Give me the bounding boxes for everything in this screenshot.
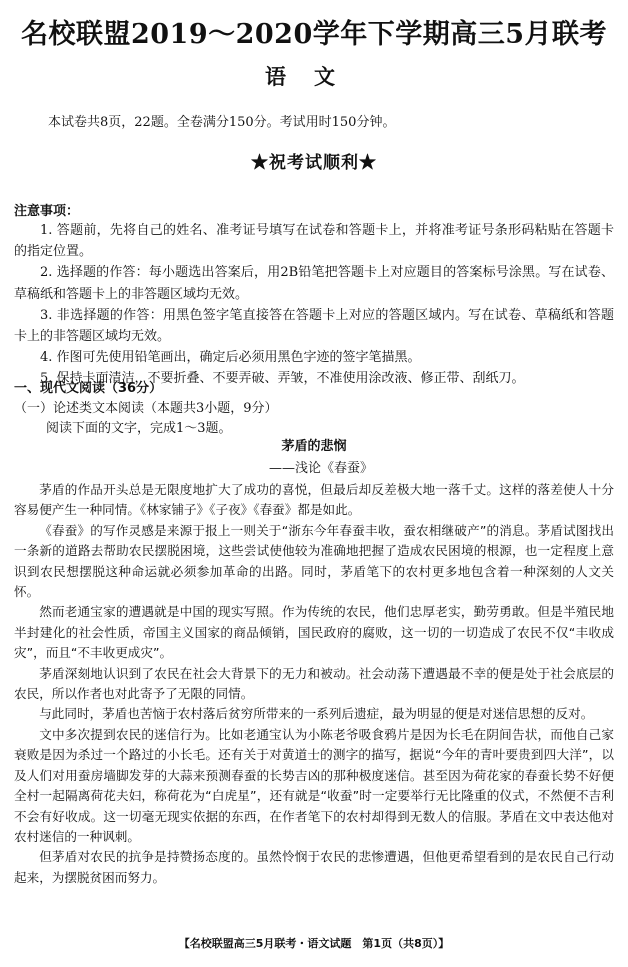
article-title: 茅盾的悲悯: [281, 439, 347, 454]
reading-instruction: 阅读下面的文字，完成1～3题。: [46, 421, 232, 436]
article-paragraph: 《春蚕》的写作灵感是来源于报上一则关于“浙东今年春蚕丰收，蚕农相继破产”的消息。茅盾试图找出一条新的道路去帮助农民摆脱困境，这些尝试使他较为准确地把握了造成农民困境的根源，也一定程度上意识到农民想摆脱这种命运就必须参加革命的出路。同时，茅盾笔下的农村更多地包含着一种深刻的人文关怀。: [14, 522, 614, 600]
notice-item: 2. 选择题的作答：每小题选出答案后，用2B铅笔把答题卡上对应题目的答案标号涂黑。写在试卷、草稿纸和答题卡上的非答题区域均无效。: [14, 265, 614, 302]
article-paragraph: 茅盾的作品开头总是无限度地扩大了成功的喜悦，但最后却反差极大地一落千丈。这样的落差使人十分容易便产生一种同情。《林家铺子》《子夜》《春蚕》都是如此。: [14, 482, 614, 518]
article-paragraph: 然而老通宝家的遭遇就是中国的现实写照。作为传统的农民，他们忠厚老实，勤劳勇敢。但是半殖民地半封建化的社会性质，帝国主义国家的商品倾销，国民政府的腐败，这一切的一切造成了农民不仅“丰收成灾”，而且“不丰收更成灾”。: [14, 604, 614, 661]
article-paragraph: 茅盾深刻地认识到了农民在社会大背景下的无力和被动。社会动荡下遭遇最不幸的便是处于社会底层的农民，所以作者也对此寄予了无限的同情。: [14, 665, 614, 702]
article-paragraph: 与此同时，茅盾也苦恼于农村落后贫穷所带来的一系列后遗症，最为明显的便是对迷信思想的反对。: [39, 706, 594, 722]
section-heading: 一、现代文阅读（36分）: [14, 381, 163, 396]
article-paragraph: 但茅盾对农民的抗争是持赞扬态度的。虽然怜悯于农民的悲惨遭遇，但他更希望看到的是农民自己行动起来，为摆脱贫困而努力。: [14, 849, 614, 885]
subject-title: 语文: [265, 64, 363, 89]
notice-item: 5. 保持卡面清洁，不要折叠、不要弄破、弄皱，不准使用涂改液、修正带、刮纸刀。: [40, 371, 525, 387]
notice-item: 3. 非选择题的作答：用黑色签字笔直接答在答题卡上对应的答题区域内。写在试卷、草稿纸和答题卡上的非答题区域均无效。: [14, 307, 614, 345]
article-paragraph: 文中多次提到农民的迷信行为。比如老通宝认为小陈老爷吸食鸦片是因为长毛在阴间告状，而他自己家衰败是因为杀过一个路过的小长毛。还有关于对黄道士的测字的描写，据说“今年的青叶要贵到四大洋”，以及人们对用蚕房墙脚发芽的大蒜来预测春蚕的长势吉凶的那种极度迷信。甚至因为荷花家的春蚕长势不好便全村一起隔离荷花夫妇，称荷花为“白虎星”，还有就是“收蚕”时一定要举行无比隆重的仪式，不然便不吉利不会有好收成。这一切毫无现实依据的东西，在作者笔下的农村却得到无数人的信服。茅盾在文中表达他对农村迷信的一种讽刺。: [14, 726, 614, 844]
article-subtitle: ——浅论《春蚕》: [268, 461, 373, 476]
subsection-heading: （一）论述类文本阅读（本题共3小题，9分）: [14, 401, 278, 416]
notice-list: [14, 220, 614, 390]
page-footer: 【名校联盟高三5月联考・语文试题 第1页（共8页）】: [178, 937, 450, 950]
notice-item: 4. 作图可先使用铅笔画出，确定后必须用黑色字迹的签字笔描黑。: [40, 350, 421, 366]
notice-item: 1. 答题前，先将自己的姓名、准考证号填写在试卷和答题卡上，并将准考证号条形码粘贴在答题卡的指定位置。: [14, 223, 614, 260]
good-luck-banner: ★祝考试顺利★: [251, 153, 377, 173]
exam-title: 名校联盟2019～2020学年下学期高三5月联考: [20, 19, 608, 50]
exam-info: 本试卷共8页，22题。全卷满分150分。考试用时150分钟。: [48, 115, 396, 130]
notice-heading: 注意事项：: [14, 204, 80, 219]
article-body: [14, 480, 614, 888]
